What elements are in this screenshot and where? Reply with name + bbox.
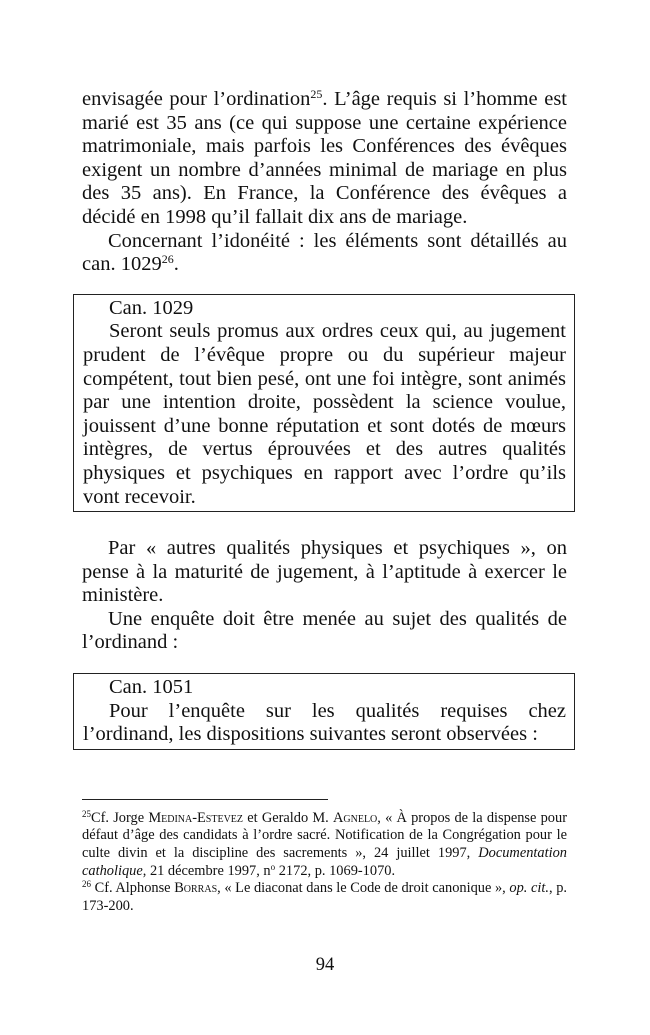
footnote-marker: 25 [82, 808, 91, 819]
footnote-text: 2172, p. 1069-1070. [275, 862, 396, 879]
paragraph-ordination-age [82, 88, 567, 230]
paragraph-text: . [173, 253, 179, 276]
canon-text: Seront seuls promus aux ordres ceux qui, au jugement prudent de l’évêque propre ou du supérieur majeur compétent, tout bien pesé, ont une foi intègre, sont animés par une intention droite, possèdent la science voulue, jouissent d’une bonne réputation et sont dotés de mœurs intègres, de vertus éprouvées et des autres qualités physiques et psychiques en rapport avec l’ordre qu’ils vont recevoir. [83, 320, 566, 508]
page-content [82, 88, 567, 915]
footnote-divider [82, 799, 328, 800]
journal-title: Documentation catholique [82, 845, 567, 879]
footnote-marker: 26 [82, 879, 91, 890]
footnote-text: et Geraldo M. [243, 809, 333, 826]
footnote-ref-25[interactable]: 25 [310, 87, 323, 101]
canon-text: Pour l’enquête sur les qualités requises chez l’ordinand, les dispositions suivantes seront observées : [83, 699, 566, 746]
paragraph-qualites: Par « autres qualités physiques et psychiques », on pense à la maturité de jugement, à l’aptitude à exercer le ministère. [82, 537, 567, 607]
paragraph-enquete: Une enquête doit être menée au sujet des qualités de l’ordinand : [82, 607, 567, 654]
author-name: Medina-Estevez [148, 809, 244, 826]
paragraph-idoneite [82, 230, 567, 277]
footnote-26 [82, 880, 567, 915]
canon-title: Can. 1029 [109, 296, 194, 319]
page-number: 94 [315, 955, 335, 975]
footnote-text: , « À propos de la dispense pour défaut d’âge des candidats à l’ordre sacré. Notification de la Congrégation pour le culte divin et la discipline des sacrements », 24 juillet 1997, [82, 809, 567, 862]
footnotes [82, 810, 567, 916]
footnote-25 [82, 810, 567, 880]
footnote-text: Cf. Alphonse [91, 880, 175, 897]
footnote-text: , « Le diaconat dans le Code de droit canonique », [217, 880, 510, 897]
paragraph-text: envisagée pour l’ordination [82, 88, 311, 110]
number-abbrev-sup: o [270, 861, 276, 872]
footnote-text: , 21 décembre 1997, n [142, 862, 271, 879]
paragraph-text: Concernant l’idonéité : les éléments sont détaillés au can. 1029 [82, 229, 567, 276]
footnote-text: Cf. Jorge [91, 809, 149, 826]
canon-title: Can. 1051 [109, 676, 194, 699]
canon-1051-box [73, 673, 575, 750]
footnote-text: , p. 173-200. [82, 880, 567, 914]
paragraph-text: . L’âge requis si l’homme est marié est 35 ans (ce qui suppose une certaine expérience matrimoniale, mais parfois les Conférences des évêques exigent un nombre d’années minimal de mariage en plus des 35 ans). En France, la Conférence des évêques a décidé en 1998 qu’il fallait dix ans de mariage. [82, 88, 567, 228]
footnote-ref-26[interactable]: 26 [161, 252, 174, 267]
canon-1029-box [73, 294, 575, 512]
author-name: Agnelo [333, 809, 378, 826]
op-cit: op. cit. [509, 880, 549, 897]
author-name: Borras [174, 880, 218, 897]
